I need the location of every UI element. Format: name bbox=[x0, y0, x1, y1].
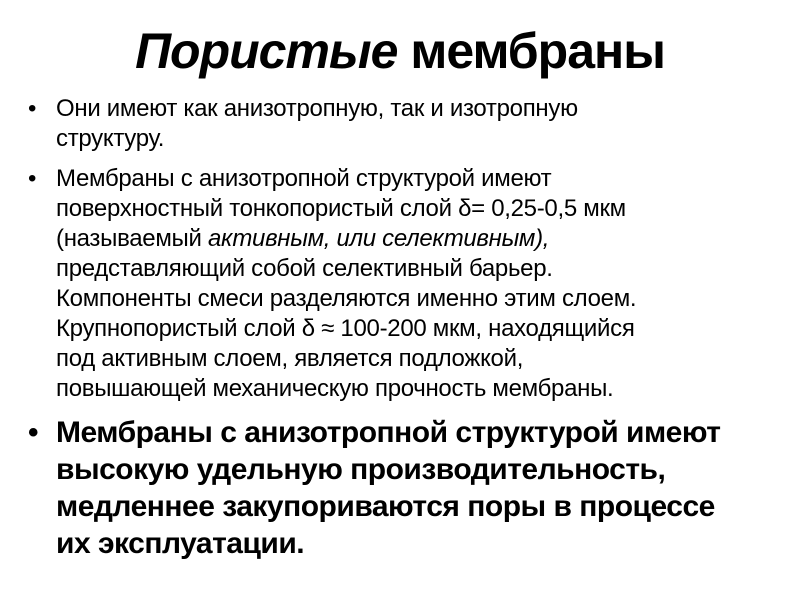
list-item bbox=[20, 414, 782, 562]
title-regular-part: мембраны bbox=[397, 23, 665, 79]
bullet-text: Мембраны с анизотропной структурой имеют высокую удельную производительность, медленнее закупориваются поры в процессе их эксплуатации. bbox=[56, 416, 721, 560]
bullet-marker: • bbox=[28, 95, 37, 122]
bullet-text: Мембраны с анизотропной структурой имеют поверхностный тонкопористый слой δ= 0,25-0,5 мкм (называемый активным, или селективным), представляющий собой селективный барьер. Компоненты смеси разделяются именно этим слоем. Крупнопористый слой δ ≈ 100-200 мкм, находящийся под активным слоем, является подложкой, повышающей механическую прочность мембраны. bbox=[56, 165, 637, 402]
list-item bbox=[20, 164, 782, 404]
bullet-marker: • bbox=[28, 165, 37, 192]
bullet-list bbox=[0, 94, 800, 562]
bullet-marker: • bbox=[28, 416, 39, 449]
list-item bbox=[20, 94, 782, 154]
title-italic-part: Пористые bbox=[135, 23, 398, 79]
slide-title bbox=[0, 0, 800, 81]
bullet-text: Они имеют как анизотропную, так и изотропную структуру. bbox=[56, 95, 578, 152]
